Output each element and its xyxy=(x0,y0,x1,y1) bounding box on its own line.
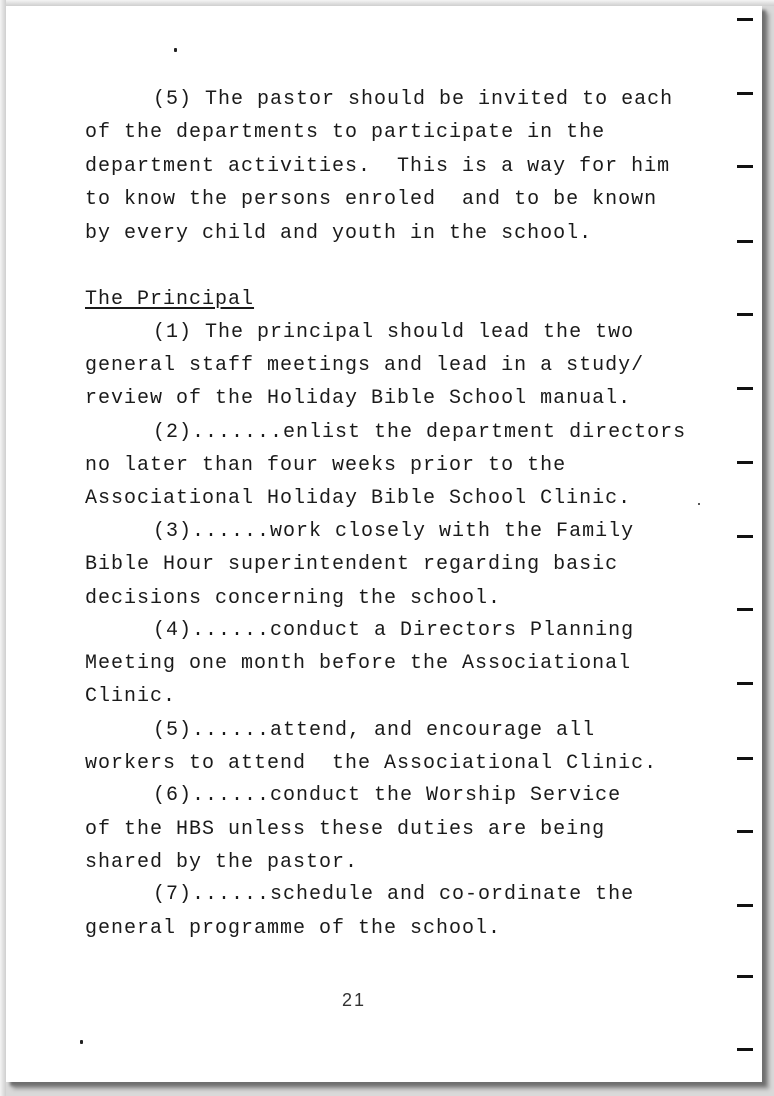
principal-item-5-line: workers to attend the Associational Clinic. xyxy=(85,752,658,775)
pastor-para-line: of the departments to participate in the xyxy=(85,121,606,144)
scan-speck xyxy=(698,503,700,505)
margin-mark xyxy=(737,1048,753,1051)
principal-item-1-line: review of the Holiday Bible School manual. xyxy=(85,387,632,410)
principal-item-4-line: (4)......conduct a Directors Planning xyxy=(153,619,635,642)
principal-item-2-line: Associational Holiday Bible School Clinic. xyxy=(85,487,632,510)
scan-speck xyxy=(80,1040,83,1044)
principal-item-7-line: general programme of the school. xyxy=(85,917,502,940)
principal-item-3-line: (3)......work closely with the Family xyxy=(153,520,635,543)
pastor-para-line: (5) The pastor should be invited to each xyxy=(153,88,674,111)
margin-mark xyxy=(737,18,753,21)
margin-mark xyxy=(737,830,753,833)
principal-item-4-line: Meeting one month before the Associational xyxy=(85,652,632,675)
principal-item-7-line: (7)......schedule and co-ordinate the xyxy=(153,883,635,906)
principal-item-3-line: decisions concerning the school. xyxy=(85,587,502,610)
principal-item-5-line: (5)......attend, and encourage all xyxy=(153,719,596,742)
margin-mark xyxy=(737,313,753,316)
pastor-para-line: by every child and youth in the school. xyxy=(85,222,593,245)
document-page xyxy=(6,6,762,1082)
scan-speck xyxy=(174,48,177,52)
principal-item-6-line: (6)......conduct the Worship Service xyxy=(153,784,622,807)
principal-item-2-line: no later than four weeks prior to the xyxy=(85,454,567,477)
margin-mark xyxy=(737,975,753,978)
margin-mark xyxy=(737,461,753,464)
margin-mark xyxy=(737,535,753,538)
principal-item-6-line: shared by the pastor. xyxy=(85,851,359,874)
margin-mark xyxy=(737,904,753,907)
margin-mark xyxy=(737,387,753,390)
margin-mark xyxy=(737,757,753,760)
margin-mark xyxy=(737,608,753,611)
margin-mark xyxy=(737,92,753,95)
principal-item-4-line: Clinic. xyxy=(85,685,177,708)
margin-mark xyxy=(737,165,753,168)
page-number: 21 xyxy=(342,990,367,1010)
margin-mark xyxy=(737,240,753,243)
principal-item-2-line: (2).......enlist the department directors xyxy=(153,421,687,444)
principal-item-6-line: of the HBS unless these duties are being xyxy=(85,818,606,841)
pastor-para-line: department activities. This is a way for him xyxy=(85,155,671,178)
margin-mark xyxy=(737,682,753,685)
section-heading: The Principal xyxy=(85,288,255,311)
principal-item-1-line: (1) The principal should lead the two xyxy=(153,321,635,344)
principal-item-1-line: general staff meetings and lead in a study/ xyxy=(85,354,645,377)
pastor-para-line: to know the persons enroled and to be known xyxy=(85,188,658,211)
principal-item-3-line: Bible Hour superintendent regarding basic xyxy=(85,553,619,576)
